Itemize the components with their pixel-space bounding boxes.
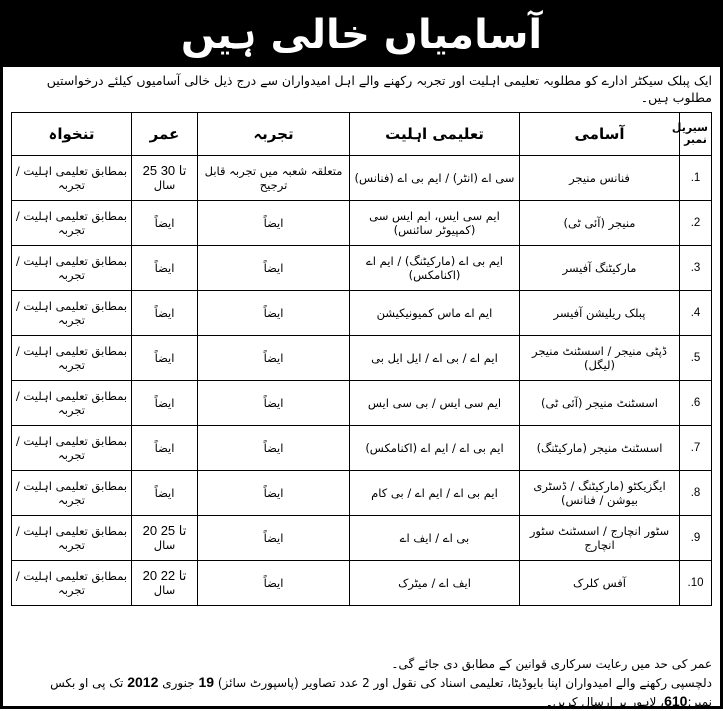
salary-cell: بمطابق تعلیمی اہلیت / تجربہ <box>12 201 132 246</box>
footer-notes <box>7 655 712 711</box>
header-qualification: تعلیمی اہلیت <box>350 113 520 156</box>
experience-cell: ایضاً <box>198 246 350 291</box>
qualification-cell: ایم اے / بی اے / ایل ایل بی <box>350 336 520 381</box>
salary-cell: بمطابق تعلیمی اہلیت / تجربہ <box>12 246 132 291</box>
serial-cell: 10. <box>680 561 712 606</box>
footer-text-a: دلچسپی رکھنے والے امیدواران اپنا بایوڈیٹا، تعلیمی اسناد کی نقول اور 2 عدد تصاویر (پاسپورٹ سائز) <box>217 676 712 690</box>
post-cell: منیجر (آئی ٹی) <box>520 201 680 246</box>
serial-cell: 8. <box>680 471 712 516</box>
table-row <box>12 381 712 426</box>
age-cell <box>132 156 198 201</box>
table-row <box>12 561 712 606</box>
salary-cell: بمطابق تعلیمی اہلیت / تجربہ <box>12 381 132 426</box>
experience-cell: ایضاً <box>198 471 350 516</box>
age-cell <box>132 561 198 606</box>
qualification-cell: ایم سی ایس، ایم ایس سی (کمپیوٹر سائنس) <box>350 201 520 246</box>
age-range: ایضاً <box>154 441 175 455</box>
age-unit: سال <box>153 583 176 597</box>
table-row <box>12 471 712 516</box>
post-cell: ڈپٹی منیجر / اسسٹنٹ منیجر (لیگل) <box>520 336 680 381</box>
age-cell <box>132 246 198 291</box>
age-cell <box>132 516 198 561</box>
age-cell <box>132 336 198 381</box>
post-cell: ایگزیکٹو (مارکیٹنگ / ڈسٹری بیوشن / فنانس) <box>520 471 680 516</box>
table-row <box>12 246 712 291</box>
serial-cell: 9. <box>680 516 712 561</box>
serial-cell: 4. <box>680 291 712 336</box>
age-unit: سال <box>153 178 176 192</box>
post-cell: اسسٹنٹ منیجر (آئی ٹی) <box>520 381 680 426</box>
qualification-cell: بی اے / ایف اے <box>350 516 520 561</box>
age-range: 20 تا 22 <box>142 568 187 583</box>
post-cell: سٹور انچارج / اسسٹنٹ سٹور انچارج <box>520 516 680 561</box>
banner <box>3 3 720 67</box>
experience-cell: ایضاً <box>198 201 350 246</box>
footer-age-relaxation: عمر کی حد میں رعایت سرکاری قوانین کے مطابق دی جائے گی۔ <box>391 657 712 671</box>
header-post: آسامی <box>520 113 680 156</box>
banner-title: آسامیاں خالی ہیں <box>180 12 543 58</box>
vacancies-table <box>11 112 712 606</box>
deadline-year: 2012 <box>127 674 159 690</box>
header-salary: تنخواہ <box>12 113 132 156</box>
salary-cell: بمطابق تعلیمی اہلیت / تجربہ <box>12 471 132 516</box>
experience-cell: متعلقہ شعبہ میں تجربہ قابل ترجیح <box>198 156 350 201</box>
header-serial: سیریل نمبر <box>680 113 712 156</box>
salary-cell: بمطابق تعلیمی اہلیت / تجربہ <box>12 336 132 381</box>
age-range: ایضاً <box>154 261 175 275</box>
salary-cell: بمطابق تعلیمی اہلیت / تجربہ <box>12 156 132 201</box>
experience-cell: ایضاً <box>198 561 350 606</box>
experience-cell: ایضاً <box>198 426 350 471</box>
qualification-cell: ایم بی اے (مارکیٹنگ) / ایم اے (اکنامکس) <box>350 246 520 291</box>
age-range: ایضاً <box>154 351 175 365</box>
salary-cell: بمطابق تعلیمی اہلیت / تجربہ <box>12 516 132 561</box>
post-cell: اسسٹنٹ منیجر (مارکیٹنگ) <box>520 426 680 471</box>
post-cell: مارکیٹنگ آفیسر <box>520 246 680 291</box>
serial-cell: 2. <box>680 201 712 246</box>
age-unit: سال <box>153 538 176 552</box>
footer-application-instructions <box>7 673 712 711</box>
salary-cell: بمطابق تعلیمی اہلیت / تجربہ <box>12 561 132 606</box>
age-cell <box>132 426 198 471</box>
post-cell: پبلک ریلیشن آفیسر <box>520 291 680 336</box>
experience-cell: ایضاً <box>198 291 350 336</box>
age-range: ایضاً <box>154 306 175 320</box>
table-row <box>12 516 712 561</box>
table-row <box>12 426 712 471</box>
qualification-cell: ایم اے ماس کمیونیکیشن <box>350 291 520 336</box>
qualification-cell: ایف اے / میٹرک <box>350 561 520 606</box>
table-row <box>12 201 712 246</box>
age-range: ایضاً <box>154 216 175 230</box>
serial-cell: 7. <box>680 426 712 471</box>
intro-text: ایک پبلک سیکٹر ادارے کو مطلوبہ تعلیمی اہلیت اور تجربہ رکھنے والے اہل امیدواران سے درج ذیل خالی آسامیوں کیلئے درخواستیں مطلوب ہیں۔ <box>46 73 712 105</box>
table-header-row <box>12 113 712 156</box>
table-row <box>12 336 712 381</box>
table-row <box>12 156 712 201</box>
age-cell <box>132 471 198 516</box>
qualification-cell: ایم بی اے / ایم اے (اکنامکس) <box>350 426 520 471</box>
table-row <box>12 291 712 336</box>
serial-cell: 6. <box>680 381 712 426</box>
age-range: ایضاً <box>154 486 175 500</box>
experience-cell: ایضاً <box>198 516 350 561</box>
salary-cell: بمطابق تعلیمی اہلیت / تجربہ <box>12 426 132 471</box>
serial-cell: 3. <box>680 246 712 291</box>
post-cell: آفس کلرک <box>520 561 680 606</box>
age-range: 20 تا 25 <box>142 523 187 538</box>
age-cell <box>132 291 198 336</box>
serial-cell: 5. <box>680 336 712 381</box>
qualification-cell: ایم سی ایس / بی سی ایس <box>350 381 520 426</box>
qualification-cell: سی اے (انٹر) / ایم بی اے (فنانس) <box>350 156 520 201</box>
experience-cell: ایضاً <box>198 336 350 381</box>
experience-cell: ایضاً <box>198 381 350 426</box>
header-experience: تجربہ <box>198 113 350 156</box>
header-age: عمر <box>132 113 198 156</box>
salary-cell: بمطابق تعلیمی اہلیت / تجربہ <box>12 291 132 336</box>
po-box-number: 610 <box>664 693 688 709</box>
footer-text-b: تک پی او بکس نمبر: <box>50 676 712 709</box>
qualification-cell: ایم بی اے / ایم اے / بی کام <box>350 471 520 516</box>
deadline-month: جنوری <box>162 676 195 690</box>
serial-cell: 1. <box>680 156 712 201</box>
post-cell: فنانس منیجر <box>520 156 680 201</box>
deadline-day: 19 <box>198 674 215 690</box>
footer-text-c: ، لاہور پر ارسال کریں۔ <box>545 695 665 709</box>
age-range: ایضاً <box>154 396 175 410</box>
age-cell <box>132 381 198 426</box>
age-cell <box>132 201 198 246</box>
age-range: 25 تا 30 <box>142 163 187 178</box>
